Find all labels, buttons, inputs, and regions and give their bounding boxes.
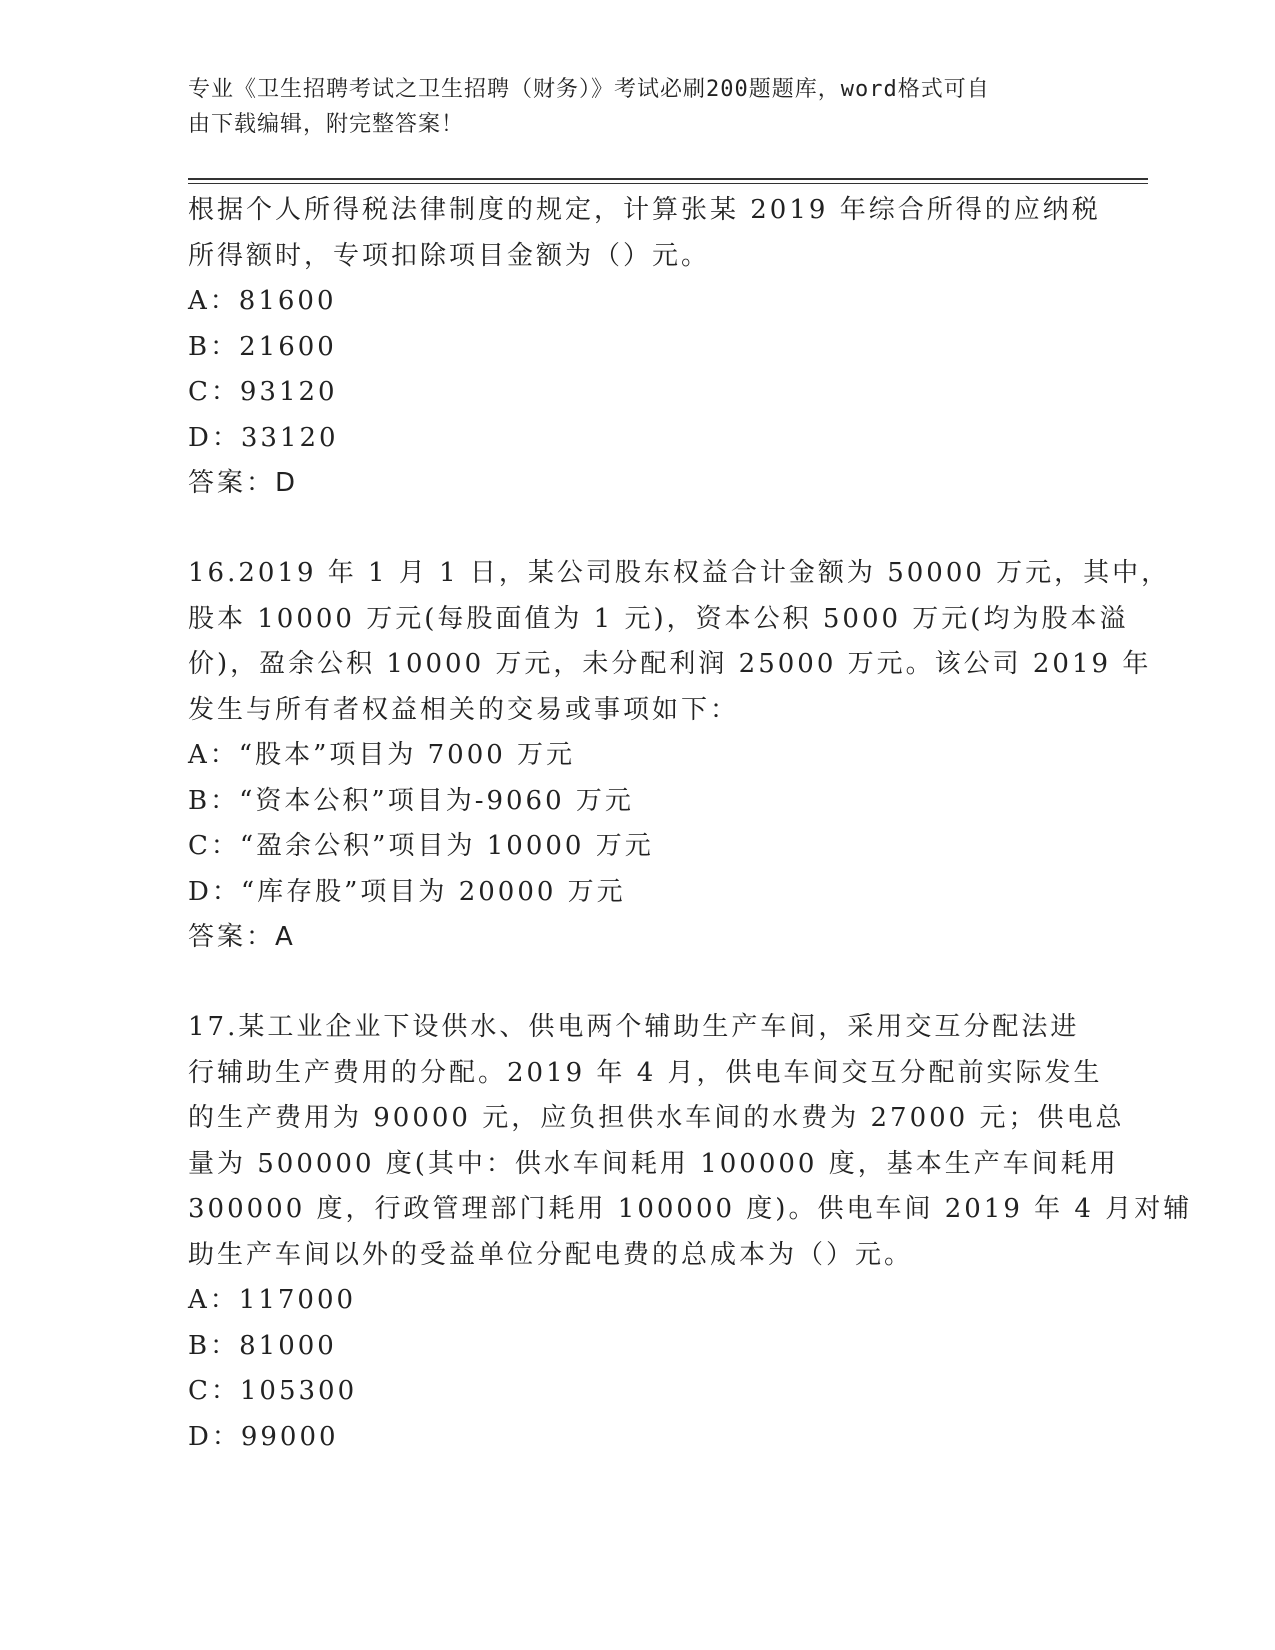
question-17 <box>188 1005 1193 1460</box>
question-15 <box>188 188 1101 506</box>
answer-line: 答案：D <box>188 468 299 498</box>
option-d: D：99000 <box>188 1421 339 1452</box>
document-header <box>188 72 1068 142</box>
question-stem-line: 股本 10000 万元(每股面值为 1 元)，资本公积 5000 万元(均为股本溢 <box>188 603 1129 634</box>
option-b: B：81000 <box>188 1330 337 1361</box>
question-stem-line: 所得额时，专项扣除项目金额为（）元。 <box>188 240 711 271</box>
question-stem-line: 价)，盈余公积 10000 万元，未分配利润 25000 万元。该公司 2019 年 <box>188 649 1152 679</box>
header-divider-thin <box>188 183 1148 184</box>
question-stem-line: 量为 500000 度(其中：供水车间耗用 100000 度，基本生产车间耗用 <box>188 1148 1119 1179</box>
question-16 <box>188 551 1171 960</box>
option-a: A：81600 <box>188 286 337 316</box>
spacer <box>188 506 1088 551</box>
option-d: D：“库存股”项目为 20000 万元 <box>188 876 626 907</box>
question-stem-line: 助生产车间以外的受益单位分配电费的总成本为（）元。 <box>188 1239 914 1270</box>
option-c: C：“盈余公积”项目为 10000 万元 <box>188 831 654 861</box>
header-line: 由下载编辑，附完整答案！ <box>188 112 465 137</box>
question-stem-line: 17.某工业企业下设供水、供电两个辅助生产车间，采用交互分配法进 <box>188 1012 1080 1042</box>
question-stem-line: 16.2019 年 1 月 1 日，某公司股东权益合计金额为 50000 万元，其中， <box>188 558 1171 588</box>
question-stem-line: 行辅助生产费用的分配。2019 年 4 月，供电车间交互分配前实际发生 <box>188 1057 1103 1088</box>
question-list <box>188 188 1193 1460</box>
question-stem-line: 的生产费用为 90000 元，应负担供水车间的水费为 27000 元；供电总 <box>188 1103 1125 1133</box>
spacer <box>188 960 1088 1005</box>
header-divider <box>188 178 1148 180</box>
option-b: B：21600 <box>188 331 337 362</box>
question-stem-line: 300000 度，行政管理部门耗用 100000 度)。供电车间 2019 年 4 月对辅 <box>188 1194 1193 1224</box>
option-c: C：93120 <box>188 377 338 407</box>
question-stem-line: 发生与所有者权益相关的交易或事项如下： <box>188 694 740 725</box>
option-c: C：105300 <box>188 1376 358 1406</box>
option-a: A：“股本”项目为 7000 万元 <box>188 740 576 770</box>
option-b: B：“资本公积”项目为-9060 万元 <box>188 785 634 816</box>
option-d: D：33120 <box>188 422 339 453</box>
answer-line: 答案：A <box>188 922 296 952</box>
option-a: A：117000 <box>188 1285 357 1315</box>
question-stem-line: 根据个人所得税法律制度的规定，计算张某 2019 年综合所得的应纳税 <box>188 195 1101 225</box>
header-line: 专业《卫生招聘考试之卫生招聘（财务）》考试必刷200题题库，word格式可自 <box>188 77 990 102</box>
